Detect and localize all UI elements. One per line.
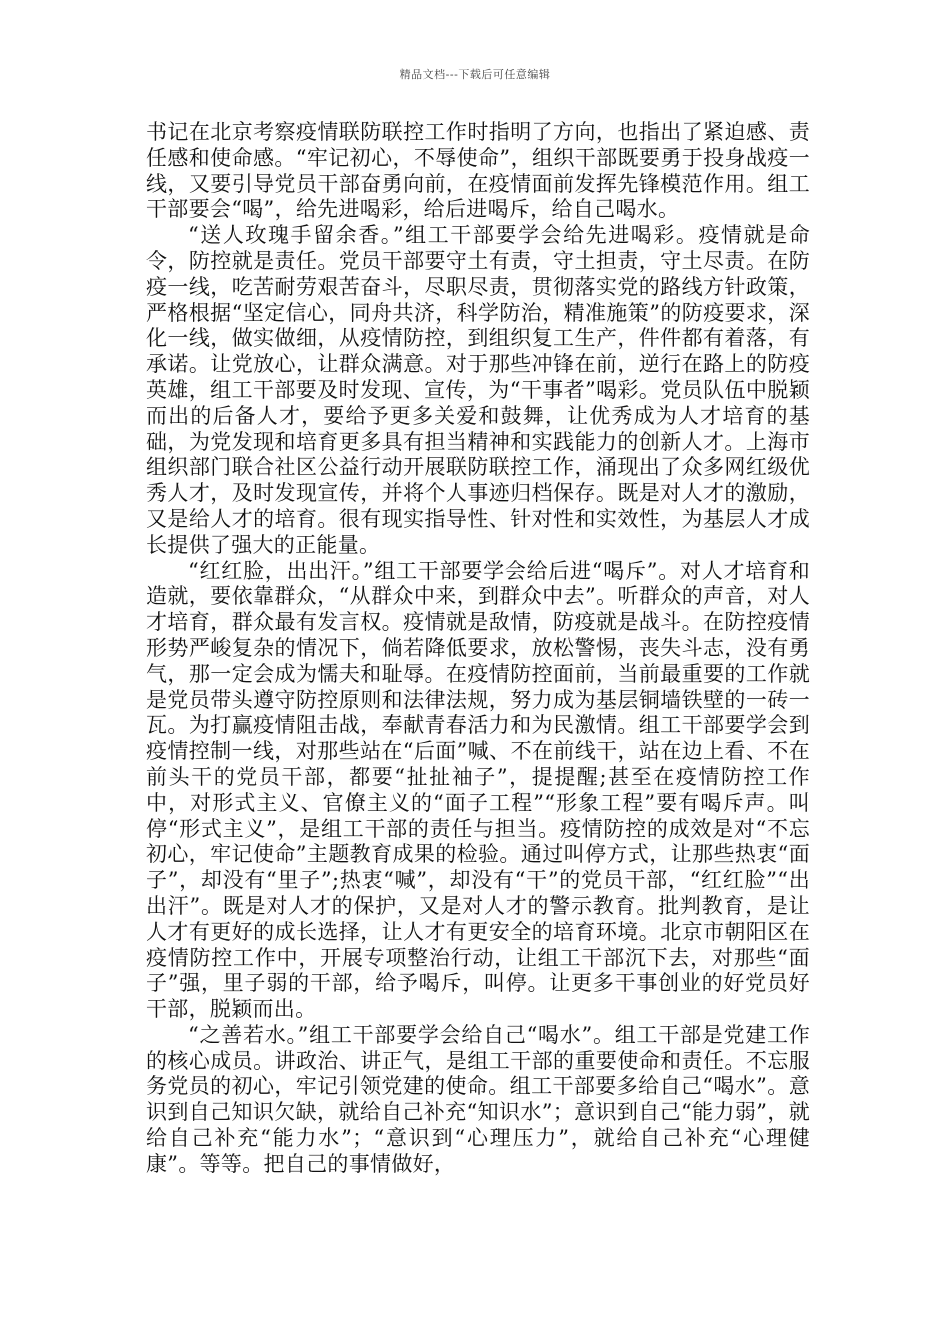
document-body — [146, 120, 810, 1178]
paragraph-2: “送人玫瑰手留余香。”组工干部要学会给先进喝彩。疫情就是命令，防控就是责任。党员干部要守土有责，守土担责，守土尽责。在防疫一线，吃苦耐劳艰苦奋斗，尽职尽责，贯彻落实党的路线方针政策，严格根据“坚定信心，同舟共济，科学防治，精准施策”的防疫要求，深化一线，做实做细，从疫情防控，到组织复工生产，件件都有着落，有承诺。让党放心，让群众满意。对于那些冲锋在前，逆行在路上的防疫英雄，组工干部要及时发现、宣传，为“干事者”喝彩。党员队伍中脱颖而出的后备人才，要给予更多关爱和鼓舞，让优秀成为人才培育的基础，为党发现和培育更多具有担当精神和实践能力的创新人才。上海市组织部门联合社区公益行动开展联防联控工作，涌现出了众多网红级优秀人才，及时发现宣传，并将个人事迹归档保存。既是对人才的激励，又是给人才的培育。很有现实指导性、针对性和实效性，为基层人才成长提供了强大的正能量。 — [146, 223, 810, 557]
paragraph-4: “之善若水。”组工干部要学会给自己“喝水”。组工干部是党建工作的核心成员。讲政治、讲正气，是组工干部的重要使命和责任。不忘服务党员的初心，牢记引领党建的使命。组工干部要多给自己“喝水”。意识到自己知识欠缺，就给自己补充“知识水”；意识到自己“能力弱”，就给自己补充“能力水”；“意识到“心理压力”，就给自己补充“心理健康”。等等。把自己的事情做好， — [146, 1022, 810, 1176]
page-header: 精品文档---下载后可任意编辑 — [399, 68, 551, 81]
paragraph-3: “红红脸，出出汗。”组工干部要学会给后进“喝斥”。对人才培育和造就，要依靠群众，“从群众中来，到群众中去”。听群众的声音，对人才培育，群众最有发言权。疫情就是敌情，防疫就是战斗。在防控疫情形势严峻复杂的情况下，倘若降低要求，放松警惕，丧失斗志，没有勇气，那一定会成为懦夫和耻辱。在疫情防控面前，当前最重要的工作就是党员带头遵守防控原则和法律法规，努力成为基层铜墙铁壁的一砖一瓦。为打赢疫情阻击战，奉献青春活力和为民激情。组工干部要学会到疫情控制一线，对那些站在“后面”喊、不在前线干，站在边上看、不在前头干的党员干部，都要“扯扯袖子”，提提醒;甚至在疫情防控工作中，对形式主义、官僚主义的“面子工程”“形象工程”要有喝斥声。叫停“形式主义”，是组工干部的责任与担当。疫情防控的成效是对“不忘初心，牢记使命”主题教育成果的检验。通过叫停方式，让那些热衷“面子”，却没有“里子”;热衷“喊”，却没有“干”的党员干部，“红红脸”“出出汗”。既是对人才的保护，又是对人才的警示教育。批判教育，是让人才有更好的成长选择，让人才有更安全的培育环境。北京市朝阳区在疫情防控工作中，开展专项整治行动，让组工干部沉下去，对那些“面子”强，里子弱的干部，给予喝斥，叫停。让更多干事创业的好党员好干部，脱颖而出。 — [146, 558, 810, 1022]
paragraph-1: 书记在北京考察疫情联防联控工作时指明了方向，也指出了紧迫感、责任感和使命感。“牢记初心，不辱使命”，组织干部既要勇于投身战疫一线，又要引导党员干部奋勇向前，在疫情面前发挥先锋模范作用。组工干部要会“喝”，给先进喝彩，给后进喝斥，给自己喝水。 — [146, 120, 810, 222]
